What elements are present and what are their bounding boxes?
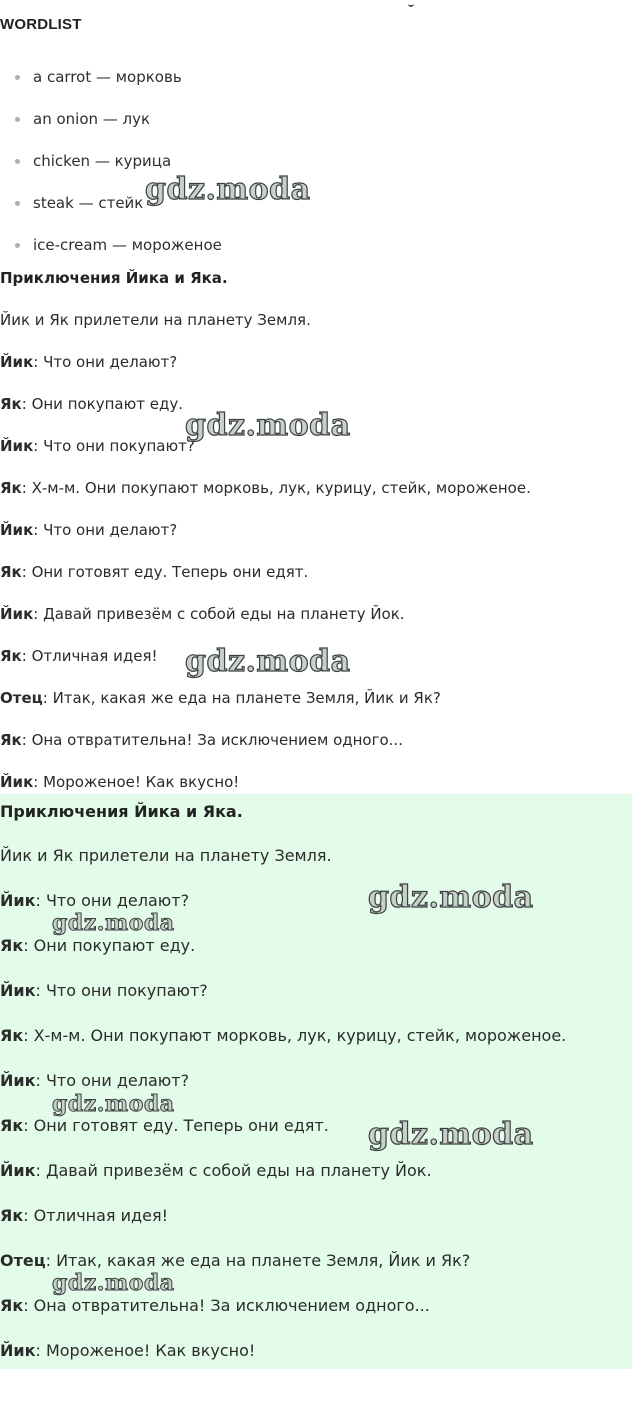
watermark-logo: gdz.moda <box>185 408 351 443</box>
line-text: Она отвратительна! За исключением одного... <box>31 731 403 749</box>
wordlist-item <box>0 184 632 226</box>
line-text: Они покупают еду. <box>31 395 183 413</box>
story-intro: Йик и Як прилетели на планету Земля. <box>0 311 311 329</box>
speaker-name: Як <box>0 731 22 749</box>
line-text: Что они делают? <box>45 1071 190 1090</box>
dialogue-line: Як: Она отвратительна! За исключением одного... <box>0 1296 430 1315</box>
dialogue-line: Йик: Давай привезём с собой еды на планету Йок. <box>0 1161 432 1180</box>
dialogue-line: Як: Она отвратительна! За исключением одного... <box>0 731 403 749</box>
dialogue-line: Як: Они покупают еду. <box>0 936 196 955</box>
line-text: Что они делают? <box>45 891 190 910</box>
line-text: Что они покупают? <box>43 437 195 455</box>
dialogue-line: Як: Они готовят еду. Теперь они едят. <box>0 1116 329 1135</box>
dialogue-line: Як: Х-м-м. Они покупают морковь, лук, курицу, стейк, мороженое. <box>0 1026 567 1045</box>
bullet-icon <box>15 117 20 122</box>
line-text: Мороженое! Как вкусно! <box>43 773 240 791</box>
speaker-name: Як <box>0 1206 24 1225</box>
wordlist-item-text: ice-cream — мороженое <box>33 236 222 254</box>
watermark-logo: gdz.moda <box>52 1270 175 1296</box>
wordlist-item-text: chicken — курица <box>33 152 172 170</box>
speaker-name: Як <box>0 1116 24 1135</box>
stray-mark <box>408 2 414 7</box>
line-text: Они готовят еду. Теперь они едят. <box>31 563 309 581</box>
speaker-name: Як <box>0 563 22 581</box>
bullet-icon <box>15 159 20 164</box>
dialogue-line: Йик: Что они покупают? <box>0 437 195 455</box>
line-text: Итак, какая же еда на планете Земля, Йик и Як? <box>56 1251 471 1270</box>
dialogue-line: Йик: Мороженое! Как вкусно! <box>0 1341 256 1360</box>
line-text: Что они делают? <box>43 521 178 539</box>
speaker-name: Отец <box>0 1251 46 1270</box>
speaker-name: Йик <box>0 981 36 1000</box>
speaker-name: Як <box>0 936 24 955</box>
line-text: Итак, какая же еда на планете Земля, Йик и Як? <box>52 689 441 707</box>
watermark-logo: gdz.moda <box>145 172 311 207</box>
story-translation <box>0 258 632 804</box>
dialogue-line: Йик: Давай привезём с собой еды на планету Йок. <box>0 605 405 623</box>
wordlist-item-text: an onion — лук <box>33 110 151 128</box>
line-text: Что они делают? <box>43 353 178 371</box>
line-text: Давай привезём с собой еды на планету Йок. <box>43 605 405 623</box>
watermark-logo: gdz.moda <box>185 644 351 679</box>
dialogue-line: Як: Они готовят еду. Теперь они едят. <box>0 563 309 581</box>
dialogue-line: Йик: Что они покупают? <box>0 981 208 1000</box>
line-text: Х-м-м. Они покупают морковь, лук, курицу, стейк, мороженое. <box>31 479 531 497</box>
speaker-name: Отец <box>0 689 43 707</box>
wordlist-item <box>0 100 632 142</box>
wordlist-item <box>0 142 632 184</box>
speaker-name: Йик <box>0 1341 36 1360</box>
wordlist-title: WORDLIST <box>0 16 82 33</box>
line-text: Они готовят еду. Теперь они едят. <box>33 1116 329 1135</box>
watermark-logo: gdz.moda <box>52 1091 175 1117</box>
line-text: Отличная идея! <box>31 647 158 665</box>
dialogue-line: Як: Отличная идея! <box>0 647 158 665</box>
dialogue-line: Йик: Мороженое! Как вкусно! <box>0 773 240 791</box>
wordlist-item-text: steak — стейк <box>33 194 144 212</box>
speaker-name: Йик <box>0 1071 36 1090</box>
watermark-logo: gdz.moda <box>368 1117 534 1152</box>
story-title: Приключения Йика и Яка. <box>0 802 243 821</box>
speaker-name: Йик <box>0 605 34 623</box>
dialogue-line: Як: Они покупают еду. <box>0 395 183 413</box>
dialogue-line: Отец: Итак, какая же еда на планете Земля, Йик и Як? <box>0 689 441 707</box>
dialogue-line: Йик: Что они делают? <box>0 891 190 910</box>
speaker-name: Йик <box>0 773 34 791</box>
line-text: Что они покупают? <box>45 981 208 1000</box>
speaker-name: Як <box>0 479 22 497</box>
speaker-name: Як <box>0 647 22 665</box>
speaker-name: Йик <box>0 437 34 455</box>
speaker-name: Йик <box>0 353 34 371</box>
dialogue-line: Як: Отличная идея! <box>0 1206 168 1225</box>
line-text: Она отвратительна! За исключением одного... <box>33 1296 430 1315</box>
dialogue-line: Йик: Что они делают? <box>0 1071 190 1090</box>
line-text: Давай привезём с собой еды на планету Йок. <box>45 1161 432 1180</box>
bullet-icon <box>15 243 20 248</box>
line-text: Отличная идея! <box>33 1206 168 1225</box>
story-title: Приключения Йика и Яка. <box>0 269 228 287</box>
wordlist-item-text: a carrot — морковь <box>33 68 182 86</box>
wordlist <box>0 58 632 268</box>
speaker-name: Йик <box>0 1161 36 1180</box>
bullet-icon <box>15 201 20 206</box>
dialogue-line: Йик: Что они делают? <box>0 353 178 371</box>
dialogue-line: Йик: Что они делают? <box>0 521 178 539</box>
line-text: Они покупают еду. <box>33 936 196 955</box>
story-intro: Йик и Як прилетели на планету Земля. <box>0 846 332 865</box>
line-text: Х-м-м. Они покупают морковь, лук, курицу, стейк, мороженое. <box>33 1026 567 1045</box>
speaker-name: Йик <box>0 521 34 539</box>
line-text: Мороженое! Как вкусно! <box>45 1341 256 1360</box>
bullet-icon <box>15 75 20 80</box>
watermark-logo: gdz.moda <box>368 880 534 915</box>
speaker-name: Як <box>0 395 22 413</box>
dialogue-line: Отец: Итак, какая же еда на планете Земля, Йик и Як? <box>0 1251 471 1270</box>
speaker-name: Як <box>0 1296 24 1315</box>
speaker-name: Йик <box>0 891 36 910</box>
watermark-logo: gdz.moda <box>52 910 175 936</box>
speaker-name: Як <box>0 1026 24 1045</box>
wordlist-item <box>0 58 632 100</box>
dialogue-line: Як: Х-м-м. Они покупают морковь, лук, курицу, стейк, мороженое. <box>0 479 531 497</box>
